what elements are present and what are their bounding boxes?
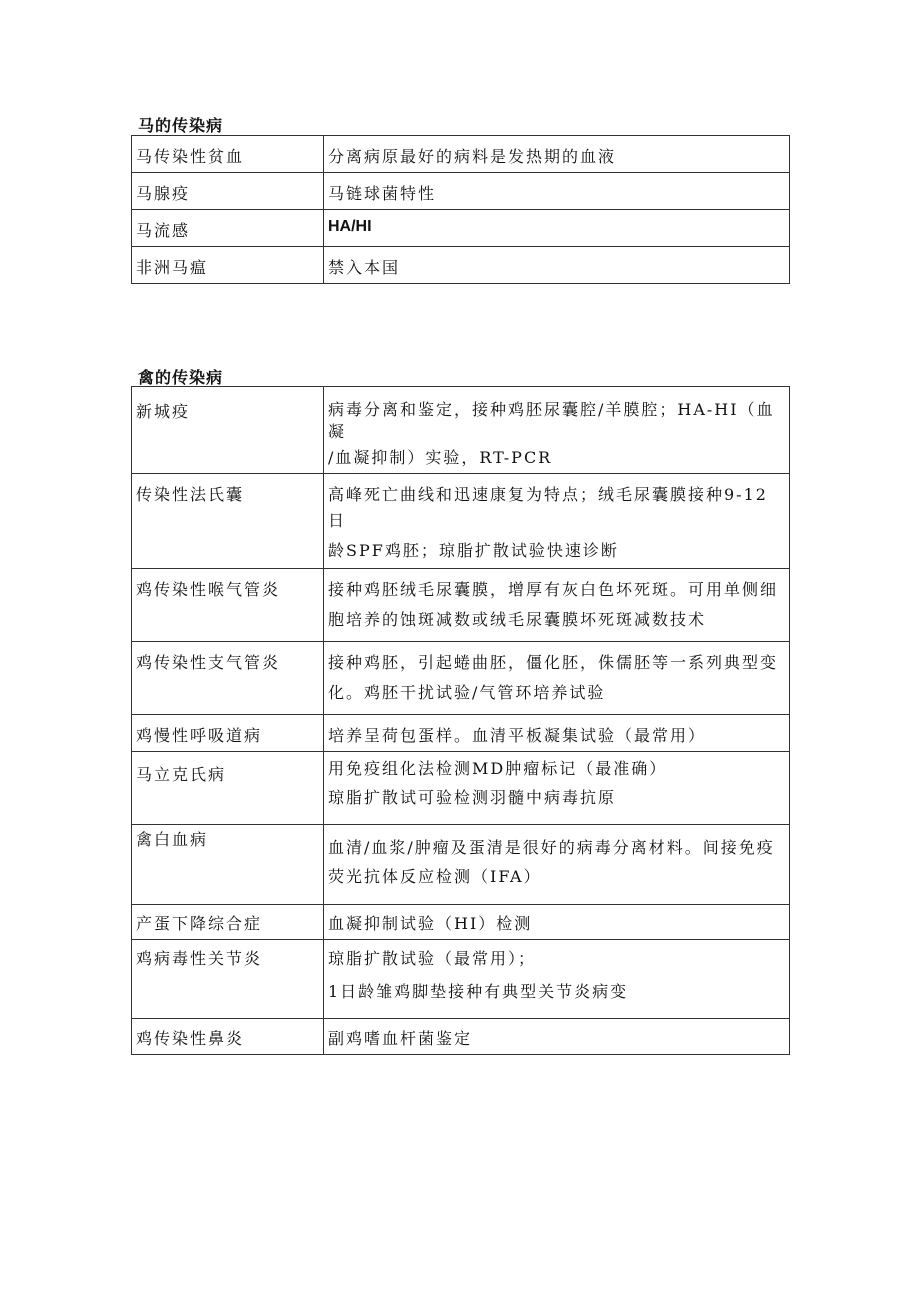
horse-section-title: 马的传染病 [138, 116, 224, 135]
table-row [132, 940, 790, 1019]
method-cell [324, 474, 790, 569]
table-row [132, 136, 790, 173]
method-line: 用免疫组化法检测MD肿瘤标记（最准确） [328, 759, 668, 778]
poultry-disease-table [131, 386, 790, 1055]
method-cell [324, 752, 790, 825]
table-row [132, 474, 790, 569]
method-line: /血凝抑制）实验，RT-PCR [328, 448, 553, 467]
method-line: 琼脂扩散试可验检测羽髓中病毒抗原 [328, 788, 617, 807]
method-line: 化。鸡胚干扰试验/气管环培养试验 [328, 683, 606, 702]
disease-cell: 传染性法氏囊 [132, 474, 324, 569]
method-line: 接种鸡胚绒毛尿囊膜，增厚有灰白色坏死斑。可用单侧细 [328, 580, 779, 599]
method-line: 接种鸡胚，引起蜷曲胚，僵化胚，侏儒胚等一系列典型变 [328, 653, 779, 672]
method-line: 琼脂扩散试验（最常用）； [328, 949, 537, 968]
table-row [132, 642, 790, 715]
table-row [132, 752, 790, 825]
method-line: 荧光抗体反应检测（IFA） [328, 867, 542, 886]
table-row [132, 825, 790, 905]
disease-cell: 禽白血病 [132, 825, 324, 905]
table-row [132, 715, 790, 752]
table-row [132, 210, 790, 247]
method-line: 1日龄雏鸡脚垫接种有典型关节炎病变 [328, 982, 629, 1001]
method-cell [324, 940, 790, 1019]
disease-cell: 鸡传染性喉气管炎 [132, 569, 324, 642]
method-cell [324, 387, 790, 474]
disease-cell: 产蛋下降综合症 [132, 905, 324, 940]
horse-disease-table [131, 135, 790, 284]
method-cell [324, 825, 790, 905]
method-line: 血清/血浆/肿瘤及蛋清是很好的病毒分离材料。间接免疫 [328, 838, 775, 857]
method-cell: 副鸡嗜血杆菌鉴定 [324, 1019, 790, 1055]
method-line: 胞培养的蚀斑减数或绒毛尿囊膜坏死斑减数技术 [328, 610, 707, 629]
method-cell [324, 569, 790, 642]
disease-cell: 马传染性贫血 [132, 136, 324, 173]
disease-cell: 鸡慢性呼吸道病 [132, 715, 324, 752]
disease-cell: 鸡传染性鼻炎 [132, 1019, 324, 1055]
method-cell: 禁入本国 [324, 247, 790, 284]
table-row [132, 569, 790, 642]
method-cell: HA/HI [324, 210, 790, 247]
table-row [132, 905, 790, 940]
method-cell: 分离病原最好的病料是发热期的血液 [324, 136, 790, 173]
table-row [132, 387, 790, 474]
table-row [132, 173, 790, 210]
method-cell: 血凝抑制试验（HI）检测 [324, 905, 790, 940]
method-line: 龄SPF鸡胚；琼脂扩散试验快速诊断 [328, 541, 619, 560]
method-cell: 马链球菌特性 [324, 173, 790, 210]
disease-cell: 马腺疫 [132, 173, 324, 210]
disease-cell: 鸡传染性支气管炎 [132, 642, 324, 715]
table-row [132, 247, 790, 284]
method-cell [324, 642, 790, 715]
method-line: 高峰死亡曲线和迅速康复为特点；绒毛尿囊膜接种9-12日 [328, 485, 768, 530]
disease-cell: 马立克氏病 [132, 752, 324, 825]
table-row [132, 1019, 790, 1055]
poultry-section-title: 禽的传染病 [138, 368, 224, 387]
disease-cell: 新城疫 [132, 387, 324, 474]
method-cell: 培养呈荷包蛋样。血清平板凝集试验（最常用） [324, 715, 790, 752]
method-line: 病毒分离和鉴定，接种鸡胚尿囊腔/羊膜腔；HA-HI（血凝 [328, 400, 775, 441]
disease-cell: 非洲马瘟 [132, 247, 324, 284]
disease-cell: 马流感 [132, 210, 324, 247]
disease-cell: 鸡病毒性关节炎 [132, 940, 324, 1019]
